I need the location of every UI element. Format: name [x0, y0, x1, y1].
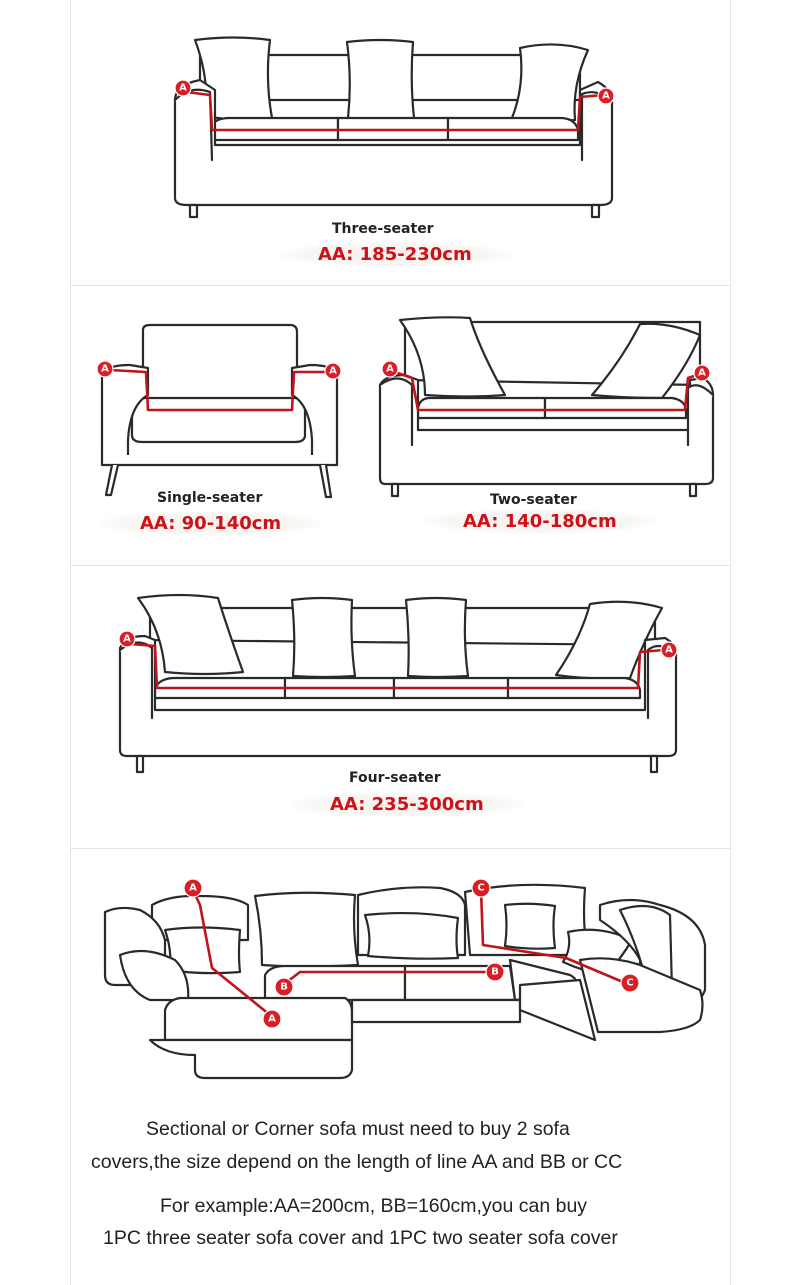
svg-text:C: C — [626, 977, 634, 989]
svg-text:C: C — [477, 882, 485, 894]
three-seater-label: Three-seater — [332, 221, 434, 237]
four-seater-size: AA: 235-300cm — [290, 792, 524, 817]
note-line-4: 1PC three seater sofa cover and 1PC two seater sofa cover — [103, 1227, 618, 1249]
note-line-3: For example:AA=200cm, BB=160cm,you can buy — [160, 1195, 588, 1217]
svg-text:A: A — [123, 633, 131, 645]
svg-text:A: A — [179, 82, 187, 94]
note-line-1: Sectional or Corner sofa must need to buy 2 sofa — [146, 1118, 570, 1140]
section-marker-a-bottom — [263, 1010, 281, 1028]
svg-text:B: B — [280, 981, 288, 993]
svg-text:A: A — [386, 363, 394, 375]
single-seater-size: AA: 90-140cm — [100, 511, 321, 536]
section-marker-c-top — [472, 879, 490, 897]
section-marker-b-left — [275, 978, 293, 996]
two-seater-label: Two-seater — [490, 492, 577, 508]
section-marker-b-right — [486, 963, 504, 981]
svg-text:A: A — [189, 882, 197, 894]
section-marker-a-top — [184, 879, 202, 897]
single-seater-label: Single-seater — [157, 490, 263, 506]
svg-text:A: A — [268, 1013, 276, 1025]
two-seater-size: AA: 140-180cm — [423, 509, 657, 534]
svg-text:B: B — [491, 966, 499, 978]
svg-text:A: A — [602, 90, 610, 102]
note-line-2: covers,the size depend on the length of line AA and BB or CC — [91, 1151, 623, 1173]
svg-text:A: A — [101, 363, 109, 375]
svg-text:A: A — [698, 367, 706, 379]
svg-text:A: A — [665, 644, 673, 656]
svg-text:A: A — [329, 365, 337, 377]
four-seater-label: Four-seater — [349, 770, 441, 786]
three-seater-size: AA: 185-230cm — [278, 242, 512, 267]
section-marker-c-bottom — [621, 974, 639, 992]
